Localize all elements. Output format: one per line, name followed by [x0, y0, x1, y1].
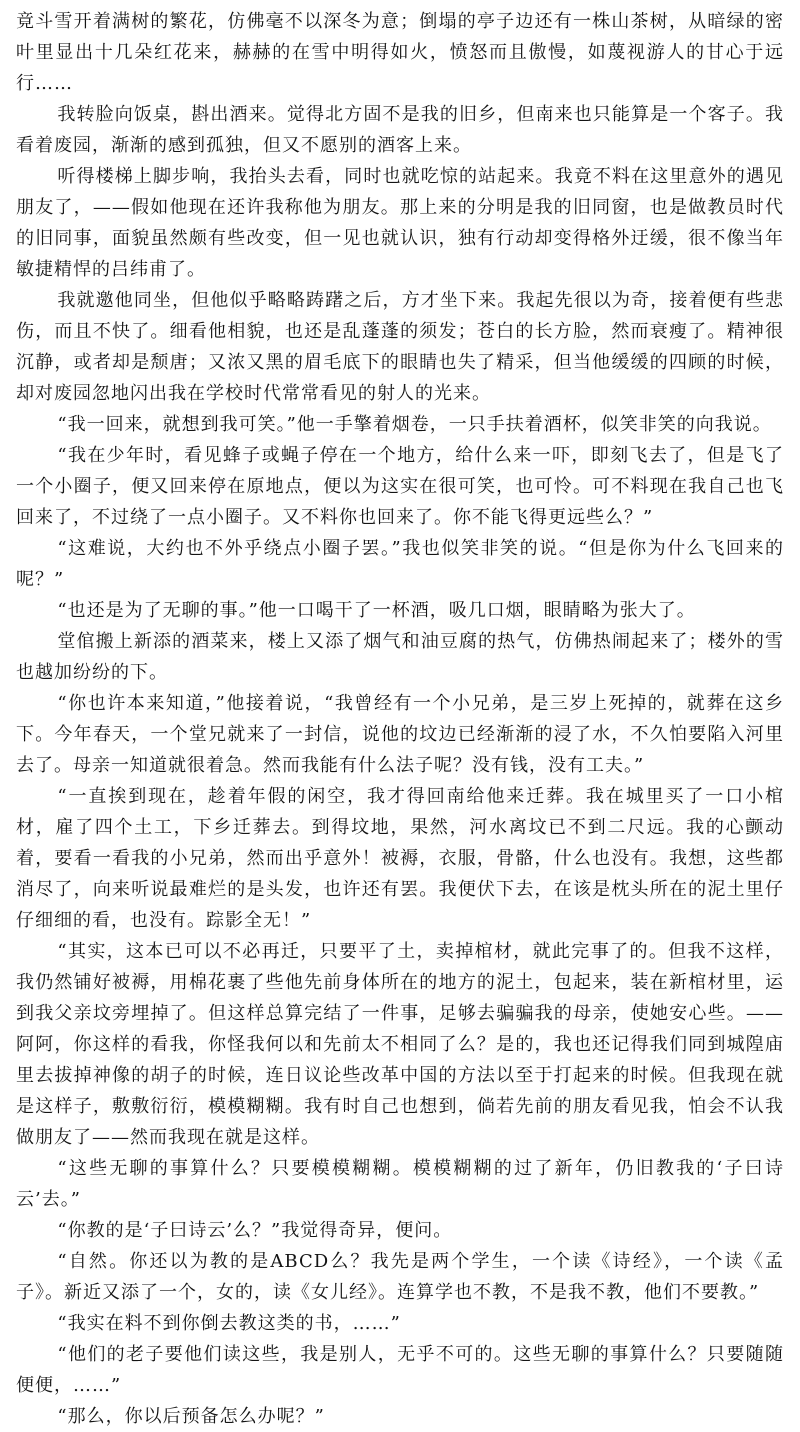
paragraph-7: “这难说，大约也不外乎绕点小圈子罢。”我也似笑非笑的说。“但是你为什么飞回来的呢？” [16, 538, 784, 590]
paragraph-14: “你教的是‘子曰诗云’么？”我觉得奇异，便问。 [57, 1220, 453, 1241]
paragraph-6: “我在少年时，看见蜂子或蝇子停在一个地方，给什么来一吓，即刻飞去了，但是飞了一个小圈子，便又回来停在原地点，便以为这实在很可笑，也可怜。可不料现在我自己也飞回来了，不过绕了一点小圈子。又不料你也回来了。你不能飞得更远些么？” [16, 445, 784, 528]
paragraph-2: 我转脸向饭桌，斟出酒来。觉得北方固不是我的旧乡，但南来也只能算是一个客子。我看着废园，渐渐的感到孤独，但又不愿别的酒客上来。 [16, 104, 784, 156]
paragraph-8: “也还是为了无聊的事。”他一口喝干了一杯酒，吸几口烟，眼睛略为张大了。 [57, 600, 696, 621]
paragraph-10: “你也许本来知道，”他接着说，“我曾经有一个小兄弟，是三岁上死掉的，就葬在这乡下。今年春天，一个堂兄就来了一封信，说他的坟边已经渐渐的浸了水，不久怕要陷入河里去了。母亲一知道就很着急。然而我能有什么法子呢？没有钱，没有工夫。” [16, 693, 784, 776]
paragraph-15: “自然。你还以为教的是ABCD么？我先是两个学生，一个读《诗经》，一个读《孟子》。新近又添了一个，女的，读《女儿经》。连算学也不教，不是我不教，他们不要教。” [16, 1251, 784, 1303]
paragraph-1: 竟斗雪开着满树的繁花，仿佛毫不以深冬为意；倒塌的亭子边还有一株山茶树，从暗绿的密叶里显出十几朵红花来，赫赫的在雪中明得如火，愤怒而且傲慢，如蔑视游人的甘心于远行…… [16, 11, 784, 94]
paragraph-13: “这些无聊的事算什么？只要模模糊糊。模模糊糊的过了新年，仍旧教我的‘子曰诗云’去。” [16, 1158, 784, 1210]
paragraph-12: “其实，这本已可以不必再迁，只要平了土，卖掉棺材，就此完事了的。但我不这样，我仍然铺好被褥，用棉花裹了些他先前身体所在的地方的泥土，包起来，装在新棺材里，运到我父亲坟旁埋掉了。但这样总算完结了一件事，足够去骗骗我的母亲，使她安心些。——阿阿，你这样的看我，你怪我何以和先前太不相同了么？是的，我也还记得我们同到城隍庙里去拔掉神像的胡子的时候，连日议论些改革中国的方法以至于打起来的时候。但我现在就是这样子，敷敷衍衍，模模糊糊。我有时自己也想到，倘若先前的朋友看见我，怕会不认我做朋友了——然而我现在就是这样。 [16, 941, 784, 1148]
paragraph-16: “我实在料不到你倒去教这类的书，……” [57, 1313, 401, 1334]
paragraph-18: “那么，你以后预备怎么办呢？” [57, 1406, 325, 1427]
paragraph-17: “他们的老子要他们读这些，我是别人，无乎不可的。这些无聊的事算什么？只要随随便便，……” [16, 1344, 784, 1396]
paragraph-3: 听得楼梯上脚步响，我抬头去看，同时也就吃惊的站起来。我竟不料在这里意外的遇见朋友了，——假如他现在还许我称他为朋友。那上来的分明是我的旧同窗，也是做教员时代的旧同事，面貌虽然颇有些改变，但一见也就认识，独有行动却变得格外迂缓，很不像当年敏捷精悍的吕纬甫了。 [16, 166, 784, 280]
paragraph-4: 我就邀他同坐，但他似乎略略踌躇之后，方才坐下来。我起先很以为奇，接着便有些悲伤，而且不快了。细看他相貌，也还是乱蓬蓬的须发；苍白的长方脸，然而衰瘦了。精神很沉静，或者却是颓唐；又浓又黑的眉毛底下的眼睛也失了精采，但当他缓缓的四顾的时候，却对废园忽地闪出我在学校时代常常看见的射人的光来。 [16, 290, 784, 404]
paragraph-5: “我一回来，就想到我可笑。”他一手擎着烟卷，一只手扶着酒杯，似笑非笑的向我说。 [57, 414, 772, 435]
paragraph-9: 堂倌搬上新添的酒菜来，楼上又添了烟气和油豆腐的热气，仿佛热闹起来了；楼外的雪也越加纷纷的下。 [16, 631, 784, 683]
paragraph-11: “一直挨到现在，趁着年假的闲空，我才得回南给他来迁葬。我在城里买了一口小棺材，雇了四个土工，下乡迁葬去。到得坟地，果然，河水离坟已不到二尺远。我的心颤动着，要看一看我的小兄弟，然而出乎意外！被褥，衣服，骨骼，什么也没有。我想，这些都消尽了，向来听说最难烂的是头发，也许还有罢。我便伏下去，在该是枕头所在的泥土里仔仔细细的看，也没有。踪影全无！” [16, 786, 784, 931]
